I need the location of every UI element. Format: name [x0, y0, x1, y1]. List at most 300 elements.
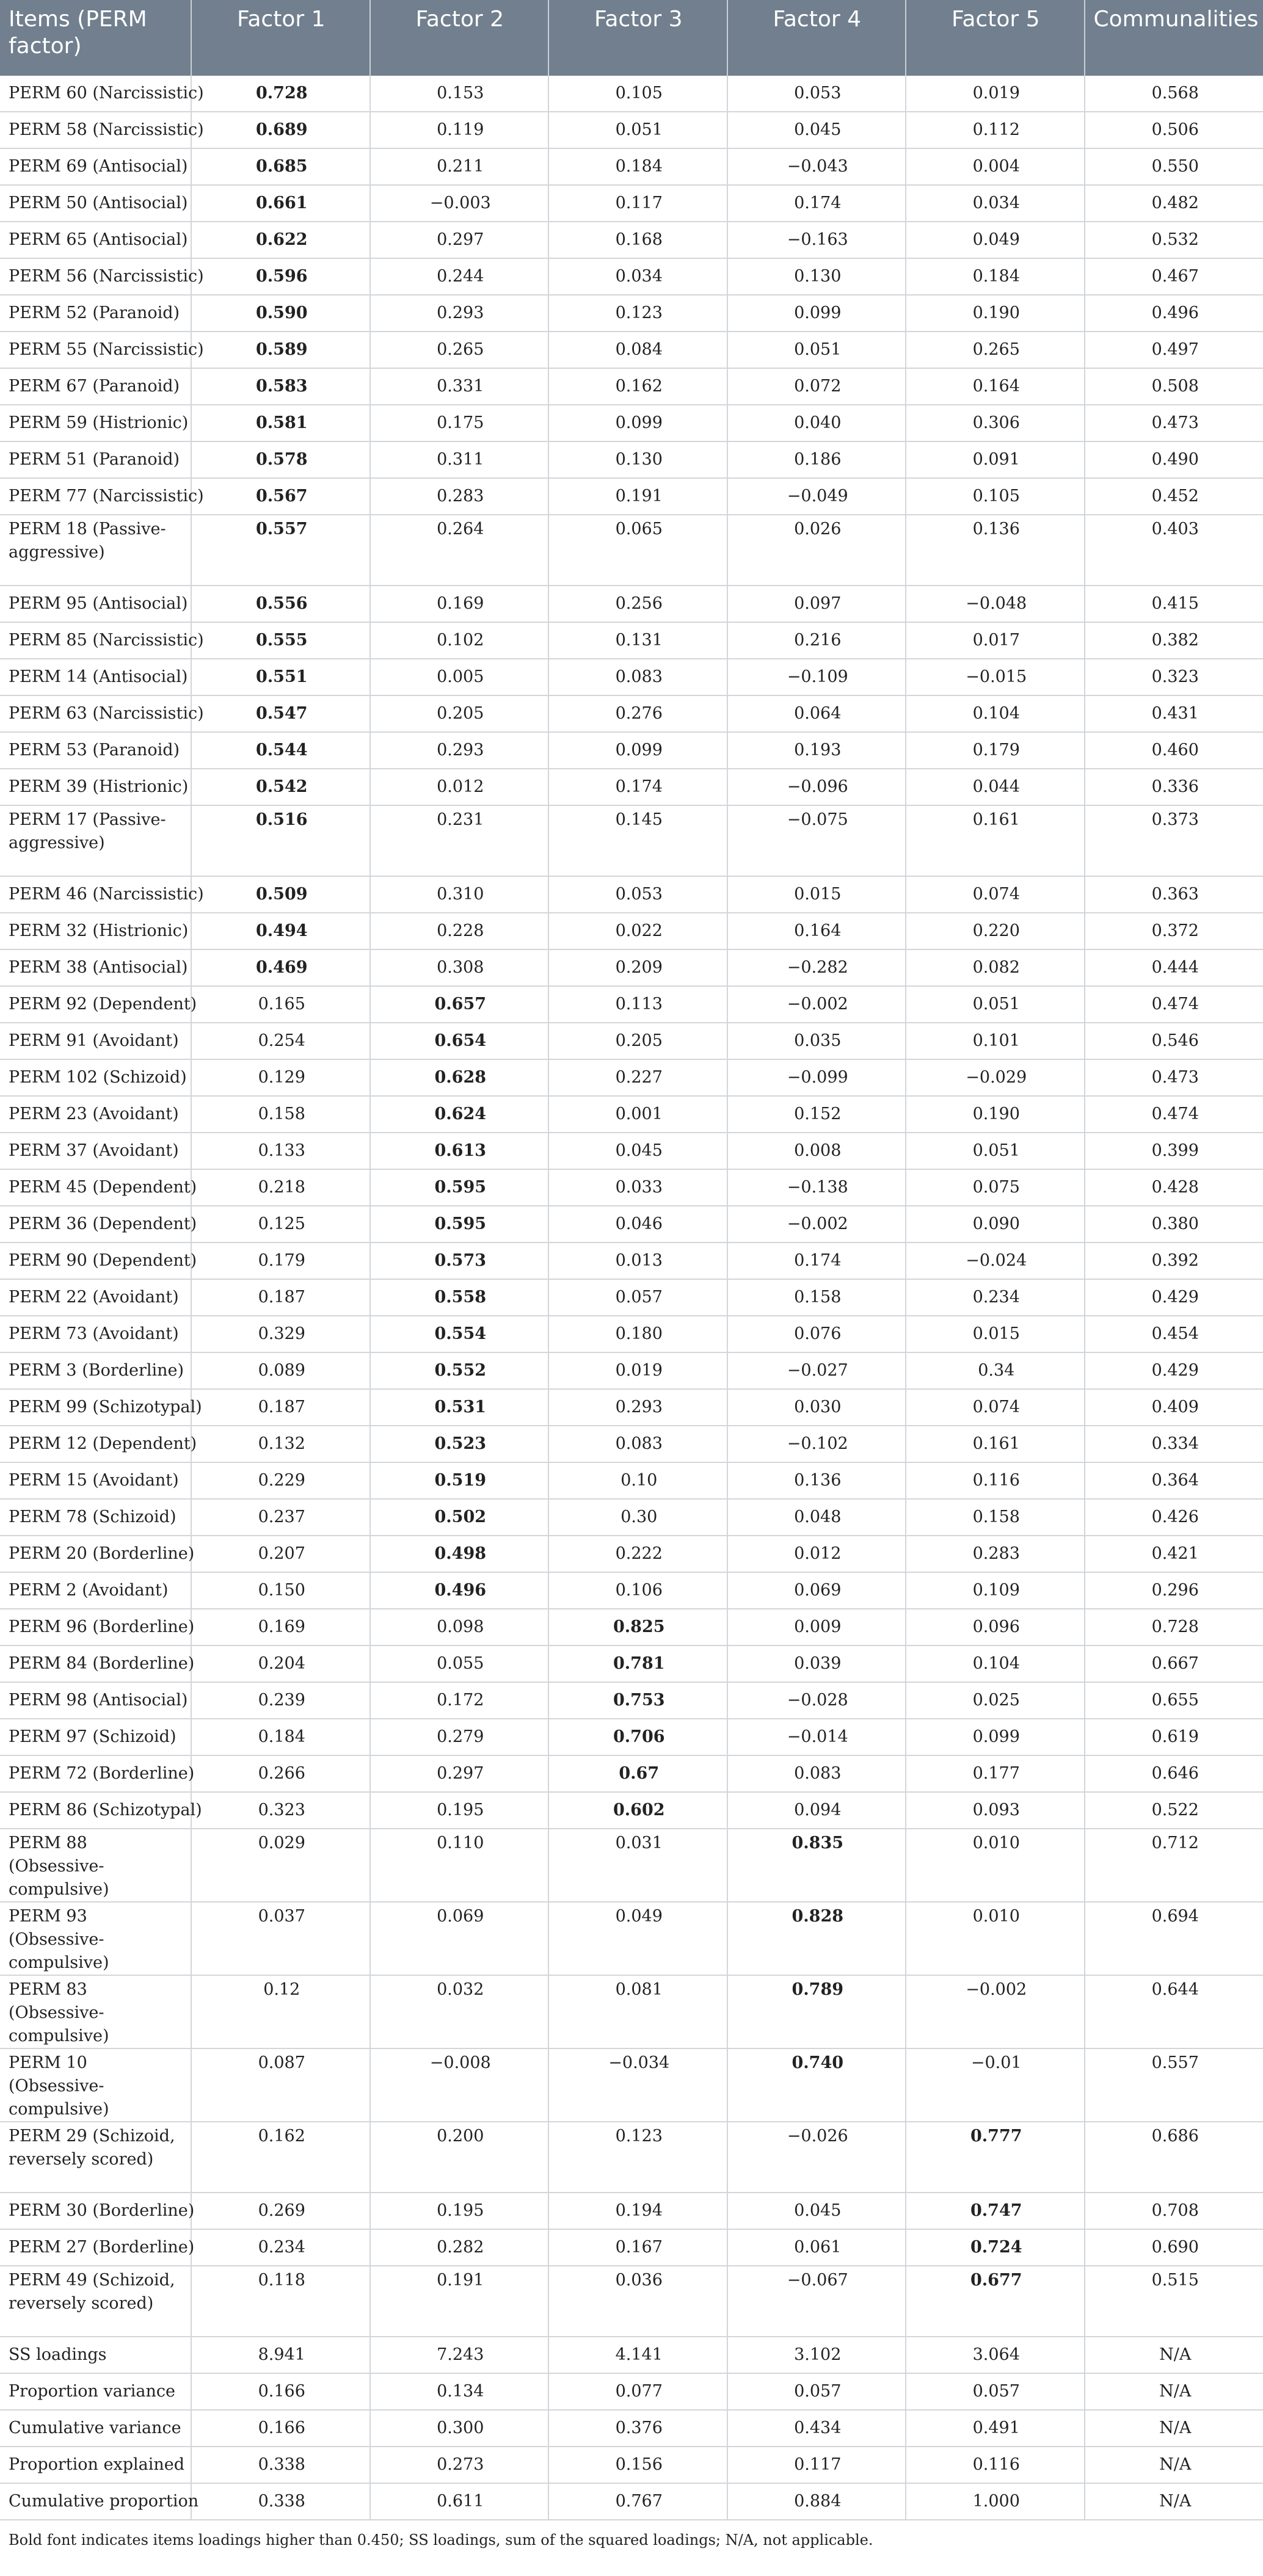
- item-label-cell: PERM 84 (Borderline): [0, 1645, 191, 1682]
- loading-cell: 7.243: [370, 2337, 549, 2373]
- loading-cell: 0.013: [548, 1243, 727, 1279]
- item-label-cell: PERM 83 (Obsessive-compulsive): [0, 1975, 191, 2048]
- table-row: [0, 185, 1263, 222]
- item-label-cell: PERM 12 (Dependent): [0, 1426, 191, 1462]
- loading-cell: 0.234: [906, 1279, 1085, 1316]
- high-loading-value: 0.789: [792, 1980, 844, 1999]
- communality-cell: 0.382: [1085, 622, 1263, 659]
- loading-cell: 0.177: [906, 1755, 1085, 1792]
- high-loading-value: 0.557: [255, 520, 308, 539]
- loading-cell: 0.010: [906, 1902, 1085, 1975]
- communality-cell: 0.454: [1085, 1316, 1263, 1352]
- table-header: [0, 0, 1263, 76]
- high-loading-value: 0.496: [434, 1581, 487, 1600]
- communality-cell: 0.372: [1085, 913, 1263, 949]
- loading-cell: 0.166: [191, 2410, 370, 2447]
- loading-cell: −0.282: [727, 949, 906, 986]
- communality-cell: 0.403: [1085, 515, 1263, 586]
- loading-cell: 0.265: [906, 332, 1085, 368]
- loading-cell: [191, 148, 370, 185]
- loading-cell: 0.001: [548, 1096, 727, 1133]
- item-label-cell: PERM 72 (Borderline): [0, 1755, 191, 1792]
- item-label-cell: PERM 58 (Narcissistic): [0, 112, 191, 148]
- loading-cell: [370, 1243, 549, 1279]
- table-body: [0, 76, 1263, 2520]
- high-loading-value: 0.740: [792, 2053, 844, 2072]
- item-label-cell: PERM 18 (Passive-aggressive): [0, 515, 191, 586]
- loading-cell: −0.028: [727, 1682, 906, 1719]
- header-cell-factor-3: Factor 3: [548, 0, 727, 76]
- high-loading-value: 0.781: [613, 1654, 665, 1673]
- loading-cell: 0.104: [906, 695, 1085, 732]
- loading-cell: 0.051: [906, 1133, 1085, 1169]
- loading-cell: [191, 112, 370, 148]
- loading-cell: 0.306: [906, 405, 1085, 441]
- loading-cell: 0.083: [548, 659, 727, 695]
- loading-cell: 0.158: [191, 1096, 370, 1133]
- item-label-cell: PERM 92 (Dependent): [0, 986, 191, 1023]
- loading-cell: [191, 441, 370, 478]
- loading-cell: 1.000: [906, 2483, 1085, 2520]
- table-row: [0, 1902, 1263, 1975]
- loading-cell: [370, 1023, 549, 1059]
- loading-cell: 0.179: [906, 732, 1085, 769]
- high-loading-value: 0.628: [434, 1068, 487, 1087]
- item-label-cell: PERM 37 (Avoidant): [0, 1133, 191, 1169]
- loading-cell: 0.077: [548, 2373, 727, 2410]
- loading-cell: 0.097: [727, 586, 906, 622]
- high-loading-value: 0.602: [613, 1801, 665, 1820]
- header-row: [0, 0, 1263, 76]
- loading-cell: 0.099: [548, 405, 727, 441]
- table-row: [0, 769, 1263, 805]
- item-label-cell: PERM 85 (Narcissistic): [0, 622, 191, 659]
- loading-cell: 0.134: [370, 2373, 549, 2410]
- loading-cell: 0.074: [906, 1389, 1085, 1426]
- item-label-cell: PERM 73 (Avoidant): [0, 1316, 191, 1352]
- loading-cell: [370, 1426, 549, 1462]
- table-row: [0, 1352, 1263, 1389]
- loading-cell: 0.049: [548, 1902, 727, 1975]
- loading-cell: 0.031: [548, 1829, 727, 1902]
- table-row: [0, 1316, 1263, 1352]
- loading-cell: 0.310: [370, 876, 549, 913]
- loading-cell: 0.175: [370, 405, 549, 441]
- high-loading-value: 0.624: [434, 1105, 487, 1123]
- communality-cell: 0.415: [1085, 586, 1263, 622]
- communality-cell: 0.373: [1085, 805, 1263, 876]
- item-label-cell: PERM 99 (Schizotypal): [0, 1389, 191, 1426]
- item-label-cell: PERM 22 (Avoidant): [0, 1279, 191, 1316]
- high-loading-value: 0.554: [434, 1324, 487, 1343]
- loading-cell: 0.051: [548, 112, 727, 148]
- item-label-cell: PERM 86 (Schizotypal): [0, 1792, 191, 1829]
- table-row: [0, 805, 1263, 876]
- loading-cell: [370, 1316, 549, 1352]
- table-row: [0, 1023, 1263, 1059]
- loading-cell: 0.174: [727, 1243, 906, 1279]
- loading-cell: 0.187: [191, 1279, 370, 1316]
- loading-cell: 0.167: [548, 2229, 727, 2266]
- loading-cell: 0.119: [370, 112, 549, 148]
- loading-cell: 0.055: [370, 1645, 549, 1682]
- loading-cell: 0.195: [370, 1792, 549, 1829]
- loading-cell: 0.032: [370, 1975, 549, 2048]
- table-row: [0, 2447, 1263, 2483]
- loading-cell: 0.133: [191, 1133, 370, 1169]
- table-row: [0, 1792, 1263, 1829]
- loading-cell: 0.293: [370, 295, 549, 332]
- loading-cell: 0.166: [191, 2373, 370, 2410]
- loading-cell: 0.264: [370, 515, 549, 586]
- loading-cell: −0.002: [906, 1975, 1085, 2048]
- loading-cell: 0.053: [548, 876, 727, 913]
- table-row: [0, 1719, 1263, 1755]
- table-row: [0, 986, 1263, 1023]
- high-loading-value: 0.590: [255, 303, 308, 322]
- communality-cell: 0.497: [1085, 332, 1263, 368]
- header-cell-factor-2: Factor 2: [370, 0, 549, 76]
- loading-cell: 0.187: [191, 1389, 370, 1426]
- item-label-cell: PERM 77 (Narcissistic): [0, 478, 191, 515]
- loading-cell: 0.098: [370, 1609, 549, 1645]
- loading-cell: −0.049: [727, 478, 906, 515]
- item-label-cell: PERM 49 (Schizoid, reversely scored): [0, 2266, 191, 2337]
- loading-cell: 0.102: [370, 622, 549, 659]
- item-label-cell: SS loadings: [0, 2337, 191, 2373]
- item-label-cell: PERM 50 (Antisocial): [0, 185, 191, 222]
- table-row: [0, 2193, 1263, 2229]
- loading-cell: 0.123: [548, 295, 727, 332]
- loading-cell: 0.164: [906, 368, 1085, 405]
- loading-cell: 0.227: [548, 1059, 727, 1096]
- loading-cell: 0.089: [191, 1352, 370, 1389]
- loading-cell: 0.116: [906, 1462, 1085, 1499]
- table-row: [0, 1133, 1263, 1169]
- item-label-cell: PERM 67 (Paranoid): [0, 368, 191, 405]
- table-row: [0, 1499, 1263, 1536]
- loading-cell: 0.300: [370, 2410, 549, 2447]
- loading-cell: 0.283: [906, 1536, 1085, 1572]
- table-row: [0, 405, 1263, 441]
- table-row: [0, 2410, 1263, 2447]
- high-loading-value: 0.777: [970, 2127, 1022, 2146]
- communality-cell: 0.708: [1085, 2193, 1263, 2229]
- table-row: [0, 1096, 1263, 1133]
- high-loading-value: 0.622: [255, 230, 308, 249]
- loading-cell: 0.069: [727, 1572, 906, 1609]
- loading-cell: 0.026: [727, 515, 906, 586]
- loading-cell: 0.022: [548, 913, 727, 949]
- loading-cell: 0.046: [548, 1206, 727, 1243]
- table-row: [0, 1169, 1263, 1206]
- table-row: [0, 2048, 1263, 2122]
- loading-cell: 0.220: [906, 913, 1085, 949]
- loading-cell: 0.057: [906, 2373, 1085, 2410]
- loading-cell: [191, 876, 370, 913]
- loading-cell: 0.283: [370, 478, 549, 515]
- loading-cell: −0.002: [727, 986, 906, 1023]
- communality-cell: 0.431: [1085, 695, 1263, 732]
- loading-cell: [191, 949, 370, 986]
- loading-cell: 0.169: [370, 586, 549, 622]
- item-label-cell: PERM 97 (Schizoid): [0, 1719, 191, 1755]
- loading-cell: 0.293: [370, 732, 549, 769]
- loading-cell: 0.228: [370, 913, 549, 949]
- loading-cell: 0.048: [727, 1499, 906, 1536]
- loading-cell: 0.009: [727, 1609, 906, 1645]
- loading-cell: [548, 1682, 727, 1719]
- loading-cell: 0.099: [727, 295, 906, 332]
- loading-cell: 0.10: [548, 1462, 727, 1499]
- loading-cell: 0.205: [548, 1023, 727, 1059]
- communality-cell: N/A: [1085, 2483, 1263, 2520]
- communality-cell: N/A: [1085, 2410, 1263, 2447]
- loading-cell: 0.282: [370, 2229, 549, 2266]
- loading-cell: 0.190: [906, 1096, 1085, 1133]
- loading-cell: 0.136: [727, 1462, 906, 1499]
- communality-cell: 0.686: [1085, 2122, 1263, 2193]
- loading-cell: 0.329: [191, 1316, 370, 1352]
- loading-cell: 0.130: [548, 441, 727, 478]
- loading-cell: −0.138: [727, 1169, 906, 1206]
- high-loading-value: 0.595: [434, 1178, 487, 1197]
- loading-cell: [370, 986, 549, 1023]
- communality-cell: N/A: [1085, 2337, 1263, 2373]
- loading-cell: 0.323: [191, 1792, 370, 1829]
- loading-cell: 0.184: [191, 1719, 370, 1755]
- loading-cell: 0.231: [370, 805, 549, 876]
- communality-cell: 0.296: [1085, 1572, 1263, 1609]
- communality-cell: 0.490: [1085, 441, 1263, 478]
- loading-cell: 0.049: [906, 222, 1085, 258]
- item-label-cell: PERM 14 (Antisocial): [0, 659, 191, 695]
- item-label-cell: PERM 3 (Borderline): [0, 1352, 191, 1389]
- high-loading-value: 0.689: [255, 120, 308, 139]
- item-label-cell: PERM 29 (Schizoid, reversely scored): [0, 2122, 191, 2193]
- communality-cell: 0.364: [1085, 1462, 1263, 1499]
- communality-cell: 0.474: [1085, 986, 1263, 1023]
- loading-cell: [548, 1755, 727, 1792]
- loading-cell: 0.061: [727, 2229, 906, 2266]
- communality-cell: 0.568: [1085, 76, 1263, 112]
- high-loading-value: 0.573: [434, 1251, 487, 1270]
- loading-cell: 0.072: [727, 368, 906, 405]
- communality-cell: 0.690: [1085, 2229, 1263, 2266]
- loading-cell: [191, 185, 370, 222]
- loading-cell: 0.12: [191, 1975, 370, 2048]
- item-label-cell: PERM 10 (Obsessive-compulsive): [0, 2048, 191, 2122]
- high-loading-value: 0.544: [255, 741, 308, 760]
- table-row: [0, 2266, 1263, 2337]
- loading-cell: 0.105: [548, 76, 727, 112]
- loading-cell: [548, 1645, 727, 1682]
- communality-cell: 0.399: [1085, 1133, 1263, 1169]
- loading-cell: 0.094: [727, 1792, 906, 1829]
- communality-cell: N/A: [1085, 2373, 1263, 2410]
- loading-cell: 0.116: [906, 2447, 1085, 2483]
- item-label-cell: PERM 17 (Passive-aggressive): [0, 805, 191, 876]
- loading-cell: 0.015: [906, 1316, 1085, 1352]
- loading-cell: 0.34: [906, 1352, 1085, 1389]
- loading-cell: [370, 1279, 549, 1316]
- loading-cell: 0.611: [370, 2483, 549, 2520]
- header-cell-factor-5: Factor 5: [906, 0, 1085, 76]
- communality-cell: 0.557: [1085, 2048, 1263, 2122]
- item-label-cell: Proportion variance: [0, 2373, 191, 2410]
- item-label-cell: PERM 53 (Paranoid): [0, 732, 191, 769]
- loading-cell: 0.132: [191, 1426, 370, 1462]
- high-loading-value: 0.657: [434, 995, 487, 1014]
- header-cell-communalities: Communalities: [1085, 0, 1263, 76]
- high-loading-value: 0.589: [255, 340, 308, 359]
- loading-cell: [370, 1572, 549, 1609]
- loading-cell: 0.039: [727, 1645, 906, 1682]
- loading-cell: 0.186: [727, 441, 906, 478]
- item-label-cell: Proportion explained: [0, 2447, 191, 2483]
- item-label-cell: PERM 93 (Obsessive-compulsive): [0, 1902, 191, 1975]
- item-label-cell: PERM 69 (Antisocial): [0, 148, 191, 185]
- communality-cell: 0.496: [1085, 295, 1263, 332]
- loading-cell: 0.266: [191, 1755, 370, 1792]
- item-label-cell: PERM 102 (Schizoid): [0, 1059, 191, 1096]
- loading-cell: 0.184: [906, 258, 1085, 295]
- loading-cell: 0.193: [727, 732, 906, 769]
- loading-cell: 0.30: [548, 1499, 727, 1536]
- loading-cell: −0.075: [727, 805, 906, 876]
- loading-cell: −0.002: [727, 1206, 906, 1243]
- loading-cell: 0.162: [548, 368, 727, 405]
- loading-cell: 4.141: [548, 2337, 727, 2373]
- loading-cell: 0.256: [548, 586, 727, 622]
- table-row: [0, 258, 1263, 295]
- high-loading-value: 0.498: [434, 1544, 487, 1563]
- high-loading-value: 0.724: [970, 2238, 1022, 2257]
- table-row: [0, 1279, 1263, 1316]
- loading-cell: −0.067: [727, 2266, 906, 2337]
- high-loading-value: 0.677: [970, 2271, 1022, 2290]
- table-row: [0, 1243, 1263, 1279]
- loading-cell: [548, 1609, 727, 1645]
- loading-cell: 0.158: [727, 1279, 906, 1316]
- communality-cell: 0.334: [1085, 1426, 1263, 1462]
- loading-cell: 0.174: [727, 185, 906, 222]
- loading-cell: 0.164: [727, 913, 906, 949]
- communality-cell: 0.323: [1085, 659, 1263, 695]
- item-label-cell: PERM 55 (Narcissistic): [0, 332, 191, 368]
- high-loading-value: 0.516: [255, 810, 308, 829]
- loading-cell: 0.057: [727, 2373, 906, 2410]
- loading-cell: 0.110: [370, 1829, 549, 1902]
- table-row: [0, 1829, 1263, 1902]
- item-label-cell: PERM 36 (Dependent): [0, 1206, 191, 1243]
- loading-cell: 8.941: [191, 2337, 370, 2373]
- loading-cell: −0.027: [727, 1352, 906, 1389]
- loading-cell: [370, 1499, 549, 1536]
- high-loading-value: 0.531: [434, 1398, 487, 1417]
- loading-cell: 0.767: [548, 2483, 727, 2520]
- loading-cell: 0.109: [906, 1572, 1085, 1609]
- communality-cell: 0.444: [1085, 949, 1263, 986]
- loading-cell: −0.015: [906, 659, 1085, 695]
- loading-cell: 0.005: [370, 659, 549, 695]
- loading-cell: 0.884: [727, 2483, 906, 2520]
- item-label-cell: PERM 46 (Narcissistic): [0, 876, 191, 913]
- high-loading-value: 0.596: [255, 267, 308, 286]
- loading-cell: −0.026: [727, 2122, 906, 2193]
- communality-cell: 0.506: [1085, 112, 1263, 148]
- header-cell-factor-4: Factor 4: [727, 0, 906, 76]
- loading-cell: 0.076: [727, 1316, 906, 1352]
- header-cell-items: Items (PERM factor): [0, 0, 191, 76]
- loading-cell: 0.131: [548, 622, 727, 659]
- loading-cell: [548, 1792, 727, 1829]
- loading-cell: [191, 732, 370, 769]
- item-label-cell: PERM 30 (Borderline): [0, 2193, 191, 2229]
- loading-cell: 0.293: [548, 1389, 727, 1426]
- loading-cell: 0.194: [548, 2193, 727, 2229]
- high-loading-value: 0.747: [970, 2201, 1022, 2220]
- loading-cell: 0.087: [191, 2048, 370, 2122]
- high-loading-value: 0.578: [255, 450, 308, 469]
- loading-cell: 0.096: [906, 1609, 1085, 1645]
- loading-cell: 0.090: [906, 1206, 1085, 1243]
- loading-cell: 0.101: [906, 1023, 1085, 1059]
- high-loading-value: 0.555: [255, 631, 308, 650]
- table-row: [0, 622, 1263, 659]
- loading-cell: 0.209: [548, 949, 727, 986]
- loading-cell: 0.053: [727, 76, 906, 112]
- loading-cell: [727, 1902, 906, 1975]
- high-loading-value: 0.706: [613, 1727, 665, 1746]
- table-row: [0, 1609, 1263, 1645]
- high-loading-value: 0.581: [255, 413, 308, 432]
- loading-cell: [191, 478, 370, 515]
- loading-cell: [906, 2266, 1085, 2337]
- loading-cell: 0.331: [370, 368, 549, 405]
- loading-cell: −0.096: [727, 769, 906, 805]
- loading-cell: 0.104: [906, 1645, 1085, 1682]
- loading-cell: 0.161: [906, 1426, 1085, 1462]
- loading-cell: [370, 1096, 549, 1133]
- loading-cell: 0.044: [906, 769, 1085, 805]
- communality-cell: 0.421: [1085, 1536, 1263, 1572]
- communality-cell: 0.380: [1085, 1206, 1263, 1243]
- loading-cell: [906, 2193, 1085, 2229]
- loading-cell: 0.279: [370, 1719, 549, 1755]
- item-label-cell: PERM 91 (Avoidant): [0, 1023, 191, 1059]
- loading-cell: [191, 622, 370, 659]
- table-row: [0, 76, 1263, 112]
- high-loading-value: 0.509: [255, 885, 308, 904]
- loading-cell: 0.136: [906, 515, 1085, 586]
- high-loading-value: 0.551: [255, 667, 308, 686]
- loading-cell: −0.163: [727, 222, 906, 258]
- communality-cell: 0.474: [1085, 1096, 1263, 1133]
- high-loading-value: 0.753: [613, 1691, 665, 1710]
- communality-cell: 0.508: [1085, 368, 1263, 405]
- communality-cell: 0.363: [1085, 876, 1263, 913]
- loading-cell: 0.029: [191, 1829, 370, 1902]
- loading-cell: 0.084: [548, 332, 727, 368]
- loading-cell: −0.048: [906, 586, 1085, 622]
- loading-cell: −0.003: [370, 185, 549, 222]
- communality-cell: 0.392: [1085, 1243, 1263, 1279]
- loading-cell: [370, 1133, 549, 1169]
- loading-cell: 0.093: [906, 1792, 1085, 1829]
- item-label-cell: PERM 78 (Schizoid): [0, 1499, 191, 1536]
- table-row: [0, 1975, 1263, 2048]
